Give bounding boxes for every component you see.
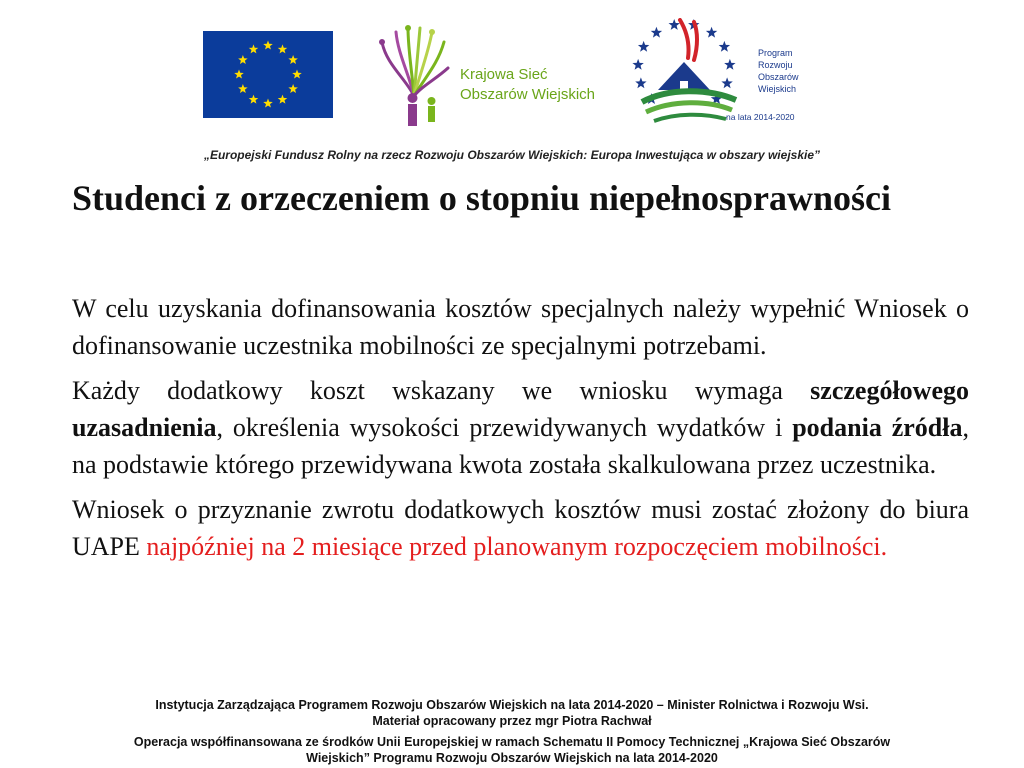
prow-star-icon [632, 59, 643, 70]
prow-star-icon [651, 27, 662, 38]
logo-bar [0, 14, 1024, 124]
paragraph-1: W celu uzyskania dofinansowania kosztów specjalnych należy wypełnić Wniosek o dofinansowanie uczestnika mobilności ze specjalnymi potrzebami. [72, 294, 969, 360]
ksow-text-line1: Krajowa Sieć [460, 66, 548, 83]
prow-star-icon [706, 27, 717, 38]
prow-logo [628, 18, 813, 130]
paragraph-2 [72, 372, 969, 483]
footer-institution [0, 697, 1024, 729]
prow-star-icon [638, 41, 649, 52]
footer-cofinancing [0, 734, 1024, 766]
paragraph-2-text-a: Każdy dodatkowy koszt wskazany we wniosku wymaga [72, 376, 811, 405]
prow-star-icon [719, 41, 730, 52]
footer-line-4: Wiejskich” Programu Rozwoju Obszarów Wiejskich na lata 2014-2020 [306, 751, 718, 765]
prow-star-icon [635, 77, 646, 88]
prow-word-4: Wiejskich [758, 84, 797, 94]
slide-title: Studenci z orzeczeniem o stopniu niepełnosprawności [72, 178, 891, 218]
footer-line-3: Operacja współfinansowana ze środków Unii Europejskiej w ramach Schematu II Pomocy Technicznej „Krajowa Sieć Obszarów [133, 735, 891, 749]
prow-word-1: Program [758, 48, 793, 58]
paragraph-3-text-a: Wniosek o przyznanie zwrotu dodatkowych kosztów musi zostać złożony do biura UAPE [72, 495, 969, 561]
emphasis-source: podania źródła [792, 413, 963, 442]
prow-word-2: Rozwoju [758, 60, 793, 70]
prow-star-icon [724, 59, 735, 70]
paragraph-2-text-e: , na podstawie którego przewidywana kwota została skalkulowana przez uczestnika. [72, 413, 969, 479]
prow-subtitle: na lata 2014-2020 [726, 112, 795, 122]
eu-flag-logo [203, 31, 333, 118]
emphasis-justification: szczegółowego uzasadnienia [72, 376, 969, 442]
prow-star-icon [721, 77, 732, 88]
deadline-highlight: najpóźniej na 2 miesiące przed planowanym rozpoczęciem mobilności. [146, 532, 888, 561]
paragraph-3 [72, 491, 969, 565]
footer-line-1: Instytucja Zarządzająca Programem Rozwoju Obszarów Wiejskich na lata 2014-2020 – Minister Rolnictwa i Rozwoju Wsi. [155, 698, 869, 712]
footer-line-2: Materiał opracowany przez mgr Piotra Rachwał [372, 714, 652, 728]
slide-body [72, 290, 969, 573]
prow-word-3: Obszarów [758, 72, 799, 82]
paragraph-2-text-c: , określenia wysokości przewidywanych wydatków i [216, 413, 793, 442]
ksow-text-line2: Obszarów Wiejskich [460, 86, 596, 103]
fund-tagline: „Europejski Fundusz Rolny na rzecz Rozwoju Obszarów Wiejskich: Europa Inwestująca w obszary wiejskie” [203, 148, 821, 162]
ksow-logo [376, 24, 616, 129]
